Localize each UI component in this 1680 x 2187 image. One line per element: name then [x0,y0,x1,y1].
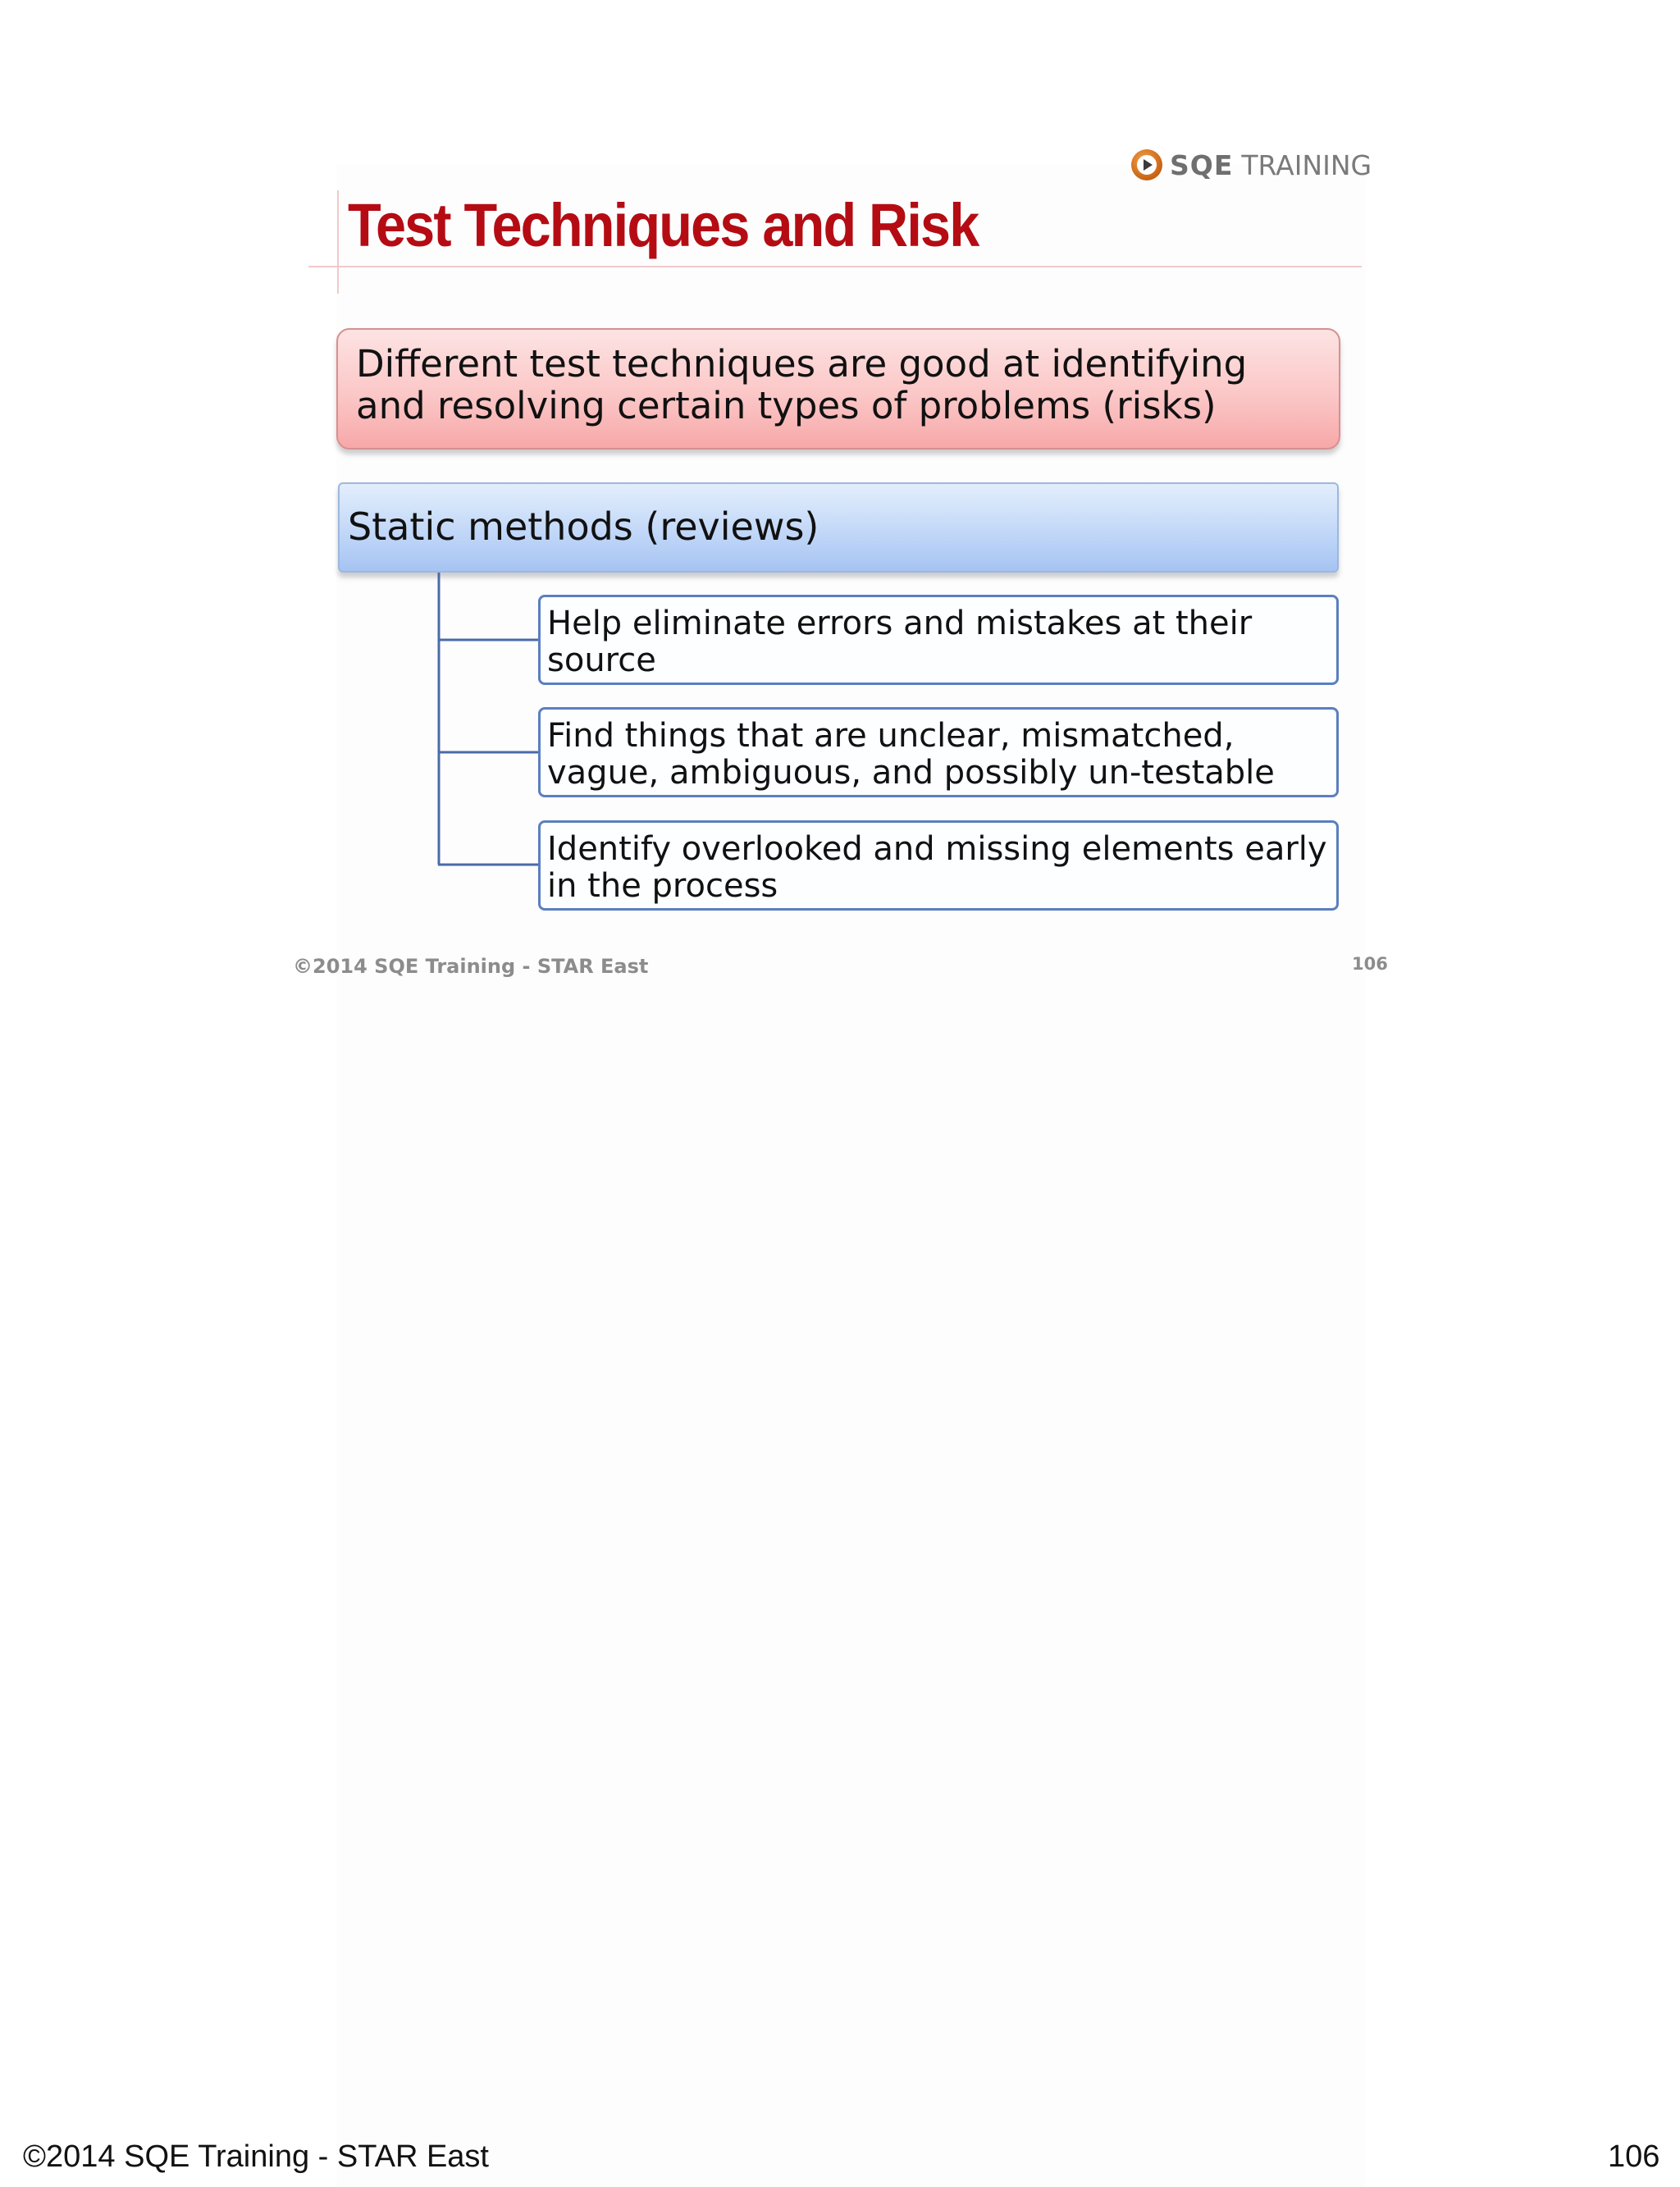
list-item: Find things that are unclear, mismatched, vague, ambiguous, and possibly un-testable [538,707,1339,797]
page-number: 106 [1608,2139,1660,2174]
risk-callout: Different test techniques are good at identifying and resolving certain types of problems (risks) [336,328,1340,450]
list-item: Help eliminate errors and mistakes at their source [538,595,1339,685]
slide-background [336,164,1366,2187]
title-horizontal-rule [308,266,1362,267]
page-copyright: ©2014 SQE Training - STAR East [23,2139,489,2174]
logo-brand-bold: SQE [1170,148,1234,181]
slide-copyright: ©2014 SQE Training - STAR East [293,955,649,978]
list-item: Identify overlooked and missing elements early in the process [538,820,1339,911]
slide-title: Test Techniques and Risk [348,191,979,259]
category-header: Static methods (reviews) [338,482,1339,573]
slide-page-number: 106 [1352,954,1388,974]
title-vertical-rule [337,190,339,294]
sqe-training-logo [1130,146,1372,184]
logo-brand-light: TRAINING [1241,148,1372,181]
play-circle-icon [1130,148,1163,181]
